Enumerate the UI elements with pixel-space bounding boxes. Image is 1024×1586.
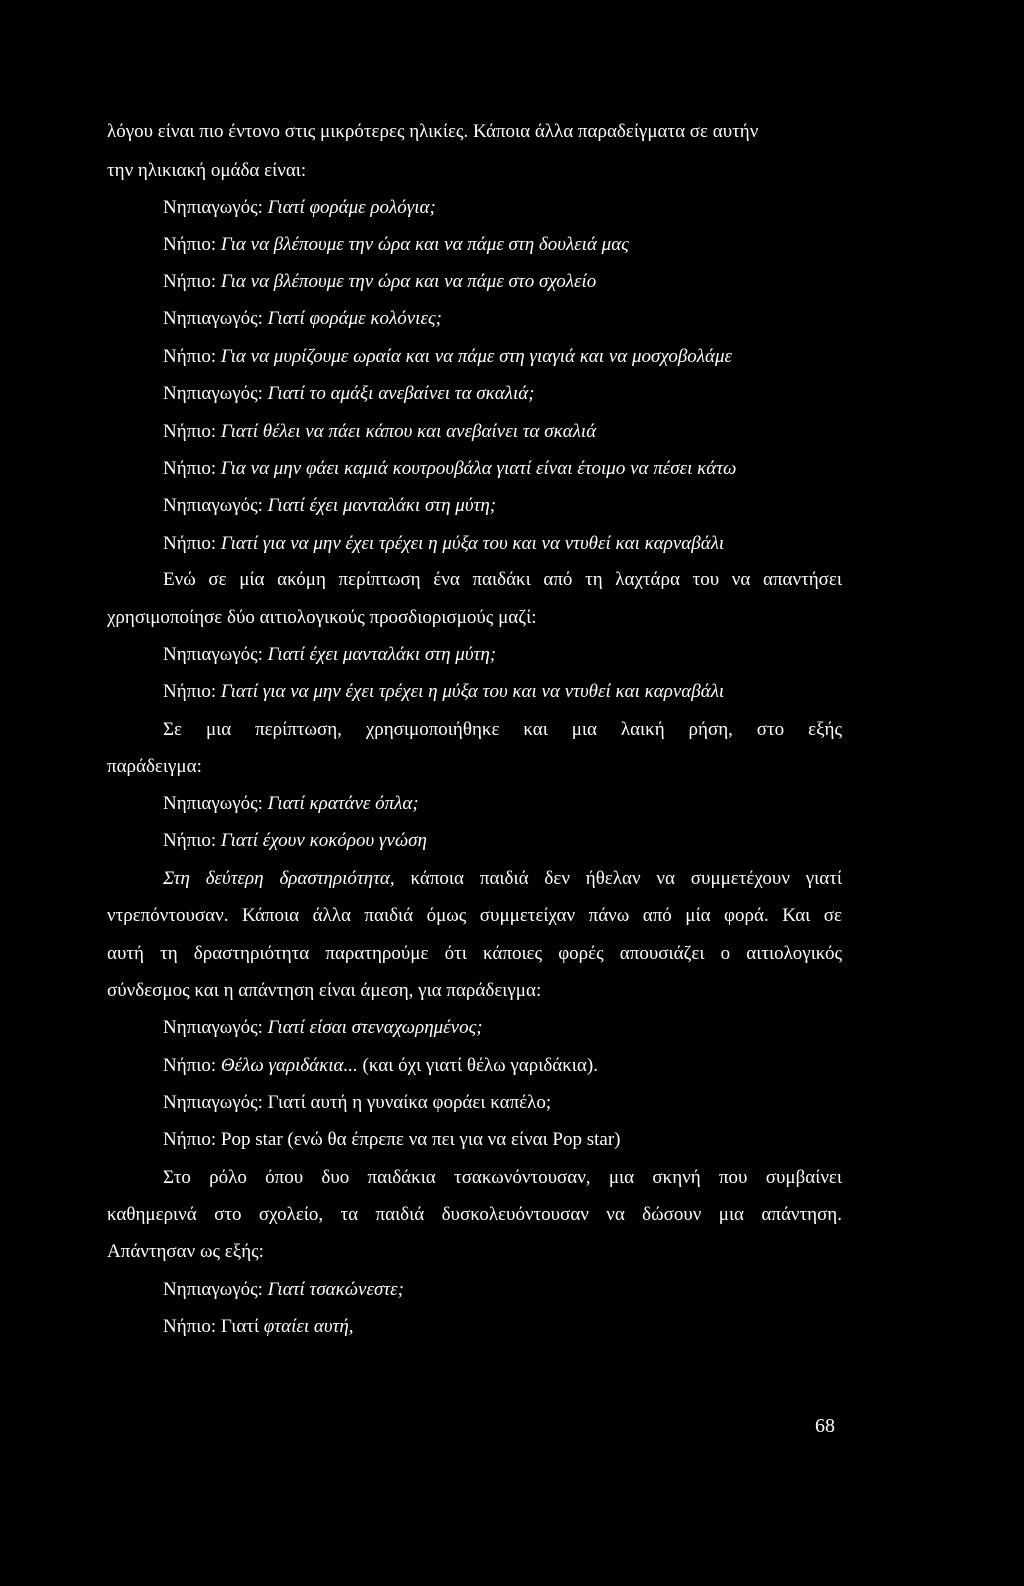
dialogue-line: Νήπιο: Γιατί για να μην έχει τρέχει η μύξα του και να ντυθεί και καρναβάλι bbox=[163, 533, 725, 554]
dialogue-line: Νηπιαγωγός: Γιατί φοράμε ρολόγια; bbox=[163, 197, 436, 218]
dialogue-line: Νήπιο: Για να μυρίζουμε ωραία και να πάμε στη γιαγιά και να μοσχοβολάμε bbox=[163, 346, 733, 367]
dialogue-line: Νήπιο: Θέλω γαριδάκια... (και όχι γιατί θέλω γαριδάκια). bbox=[163, 1055, 598, 1076]
paragraph-line: ντρεπόντουσαν. Κάποια άλλα παιδιά όμως συμμετείχαν πάνω από μία φορά. Και σε bbox=[107, 905, 842, 926]
dialogue-line: Νήπιο: Γιατί έχουν κοκόρου γνώση bbox=[163, 830, 427, 851]
paragraph-line: Απάντησαν ως εξής: bbox=[107, 1241, 264, 1262]
dialogue-line: Νήπιο: Γιατί θέλει να πάει κάπου και ανεβαίνει τα σκαλιά bbox=[163, 421, 597, 442]
dialogue-line: Νήπιο: Γιατί φταίει αυτή, bbox=[163, 1316, 354, 1337]
paragraph-line: Σε μια περίπτωση, χρησιμοποιήθηκε και μια λαική ρήση, στο εξής bbox=[163, 719, 842, 740]
page-number: 68 bbox=[815, 1415, 835, 1437]
dialogue-line: Νηπιαγωγός: Γιατί αυτή η γυναίκα φοράει καπέλο; bbox=[163, 1092, 552, 1113]
dialogue-line: Νηπιαγωγός: Γιατί το αμάξι ανεβαίνει τα σκαλιά; bbox=[163, 383, 535, 404]
dialogue-line: Νήπιο: Γιατί για να μην έχει τρέχει η μύξα του και να ντυθεί και καρναβάλι bbox=[163, 681, 725, 702]
dialogue-line: Νήπιο: Για να βλέπουμε την ώρα και να πάμε στη δουλειά μας bbox=[163, 234, 629, 255]
paragraph-line: Στη δεύτερη δραστηριότητα, κάποια παιδιά δεν ήθελαν να συμμετέχουν γιατί bbox=[163, 868, 842, 889]
paragraph-line: καθημερινά στο σχολείο, τα παιδιά δυσκολευόντουσαν να δώσουν μια απάντηση. bbox=[107, 1204, 842, 1225]
text-line-2: την ηλικιακή ομάδα είναι: bbox=[107, 160, 307, 181]
dialogue-line: Νήπιο: Για να μην φάει καμιά κουτρουβάλα γιατί είναι έτοιμο να πέσει κάτω bbox=[163, 458, 737, 479]
text-line-1: λόγου είναι πιο έντονο στις μικρότερες ηλικίες. Κάποια άλλα παραδείγματα σε αυτήν bbox=[107, 121, 759, 142]
paragraph-line: αυτή τη δραστηριότητα παρατηρούμε ότι κάποιες φορές απουσιάζει ο αιτιολογικός bbox=[107, 943, 842, 964]
dialogue-line: Νηπιαγωγός: Γιατί είσαι στεναχωρημένος; bbox=[163, 1017, 483, 1038]
dialogue-line: Νήπιο: Pop star (ενώ θα έπρεπε να πει για να είναι Pop star) bbox=[163, 1129, 621, 1150]
paragraph-line: παράδειγμα: bbox=[107, 756, 202, 777]
dialogue-line: Νηπιαγωγός: Γιατί έχει μανταλάκι στη μύτη; bbox=[163, 495, 497, 516]
dialogue-line: Νηπιαγωγός: Γιατί έχει μανταλάκι στη μύτη; bbox=[163, 644, 497, 665]
paragraph-line: σύνδεσμος και η απάντηση είναι άμεση, για παράδειγμα: bbox=[107, 980, 542, 1001]
dialogue-line: Νηπιαγωγός: Γιατί κρατάνε όπλα; bbox=[163, 793, 419, 814]
paragraph-line: χρησιμοποίησε δύο αιτιολογικούς προσδιορισμούς μαζί: bbox=[107, 607, 537, 628]
dialogue-line: Νήπιο: Για να βλέπουμε την ώρα και να πάμε στο σχολείο bbox=[163, 271, 597, 292]
dialogue-line: Νηπιαγωγός: Γιατί τσακώνεστε; bbox=[163, 1279, 404, 1300]
dialogue-line: Νηπιαγωγός: Γιατί φοράμε κολόνιες; bbox=[163, 308, 442, 329]
paragraph-line: Στο ρόλο όπου δυο παιδάκια τσακωνόντουσαν, μια σκηνή που συμβαίνει bbox=[163, 1167, 842, 1188]
paragraph-line: Ενώ σε μία ακόμη περίπτωση ένα παιδάκι από τη λαχτάρα του να απαντήσει bbox=[163, 569, 842, 590]
